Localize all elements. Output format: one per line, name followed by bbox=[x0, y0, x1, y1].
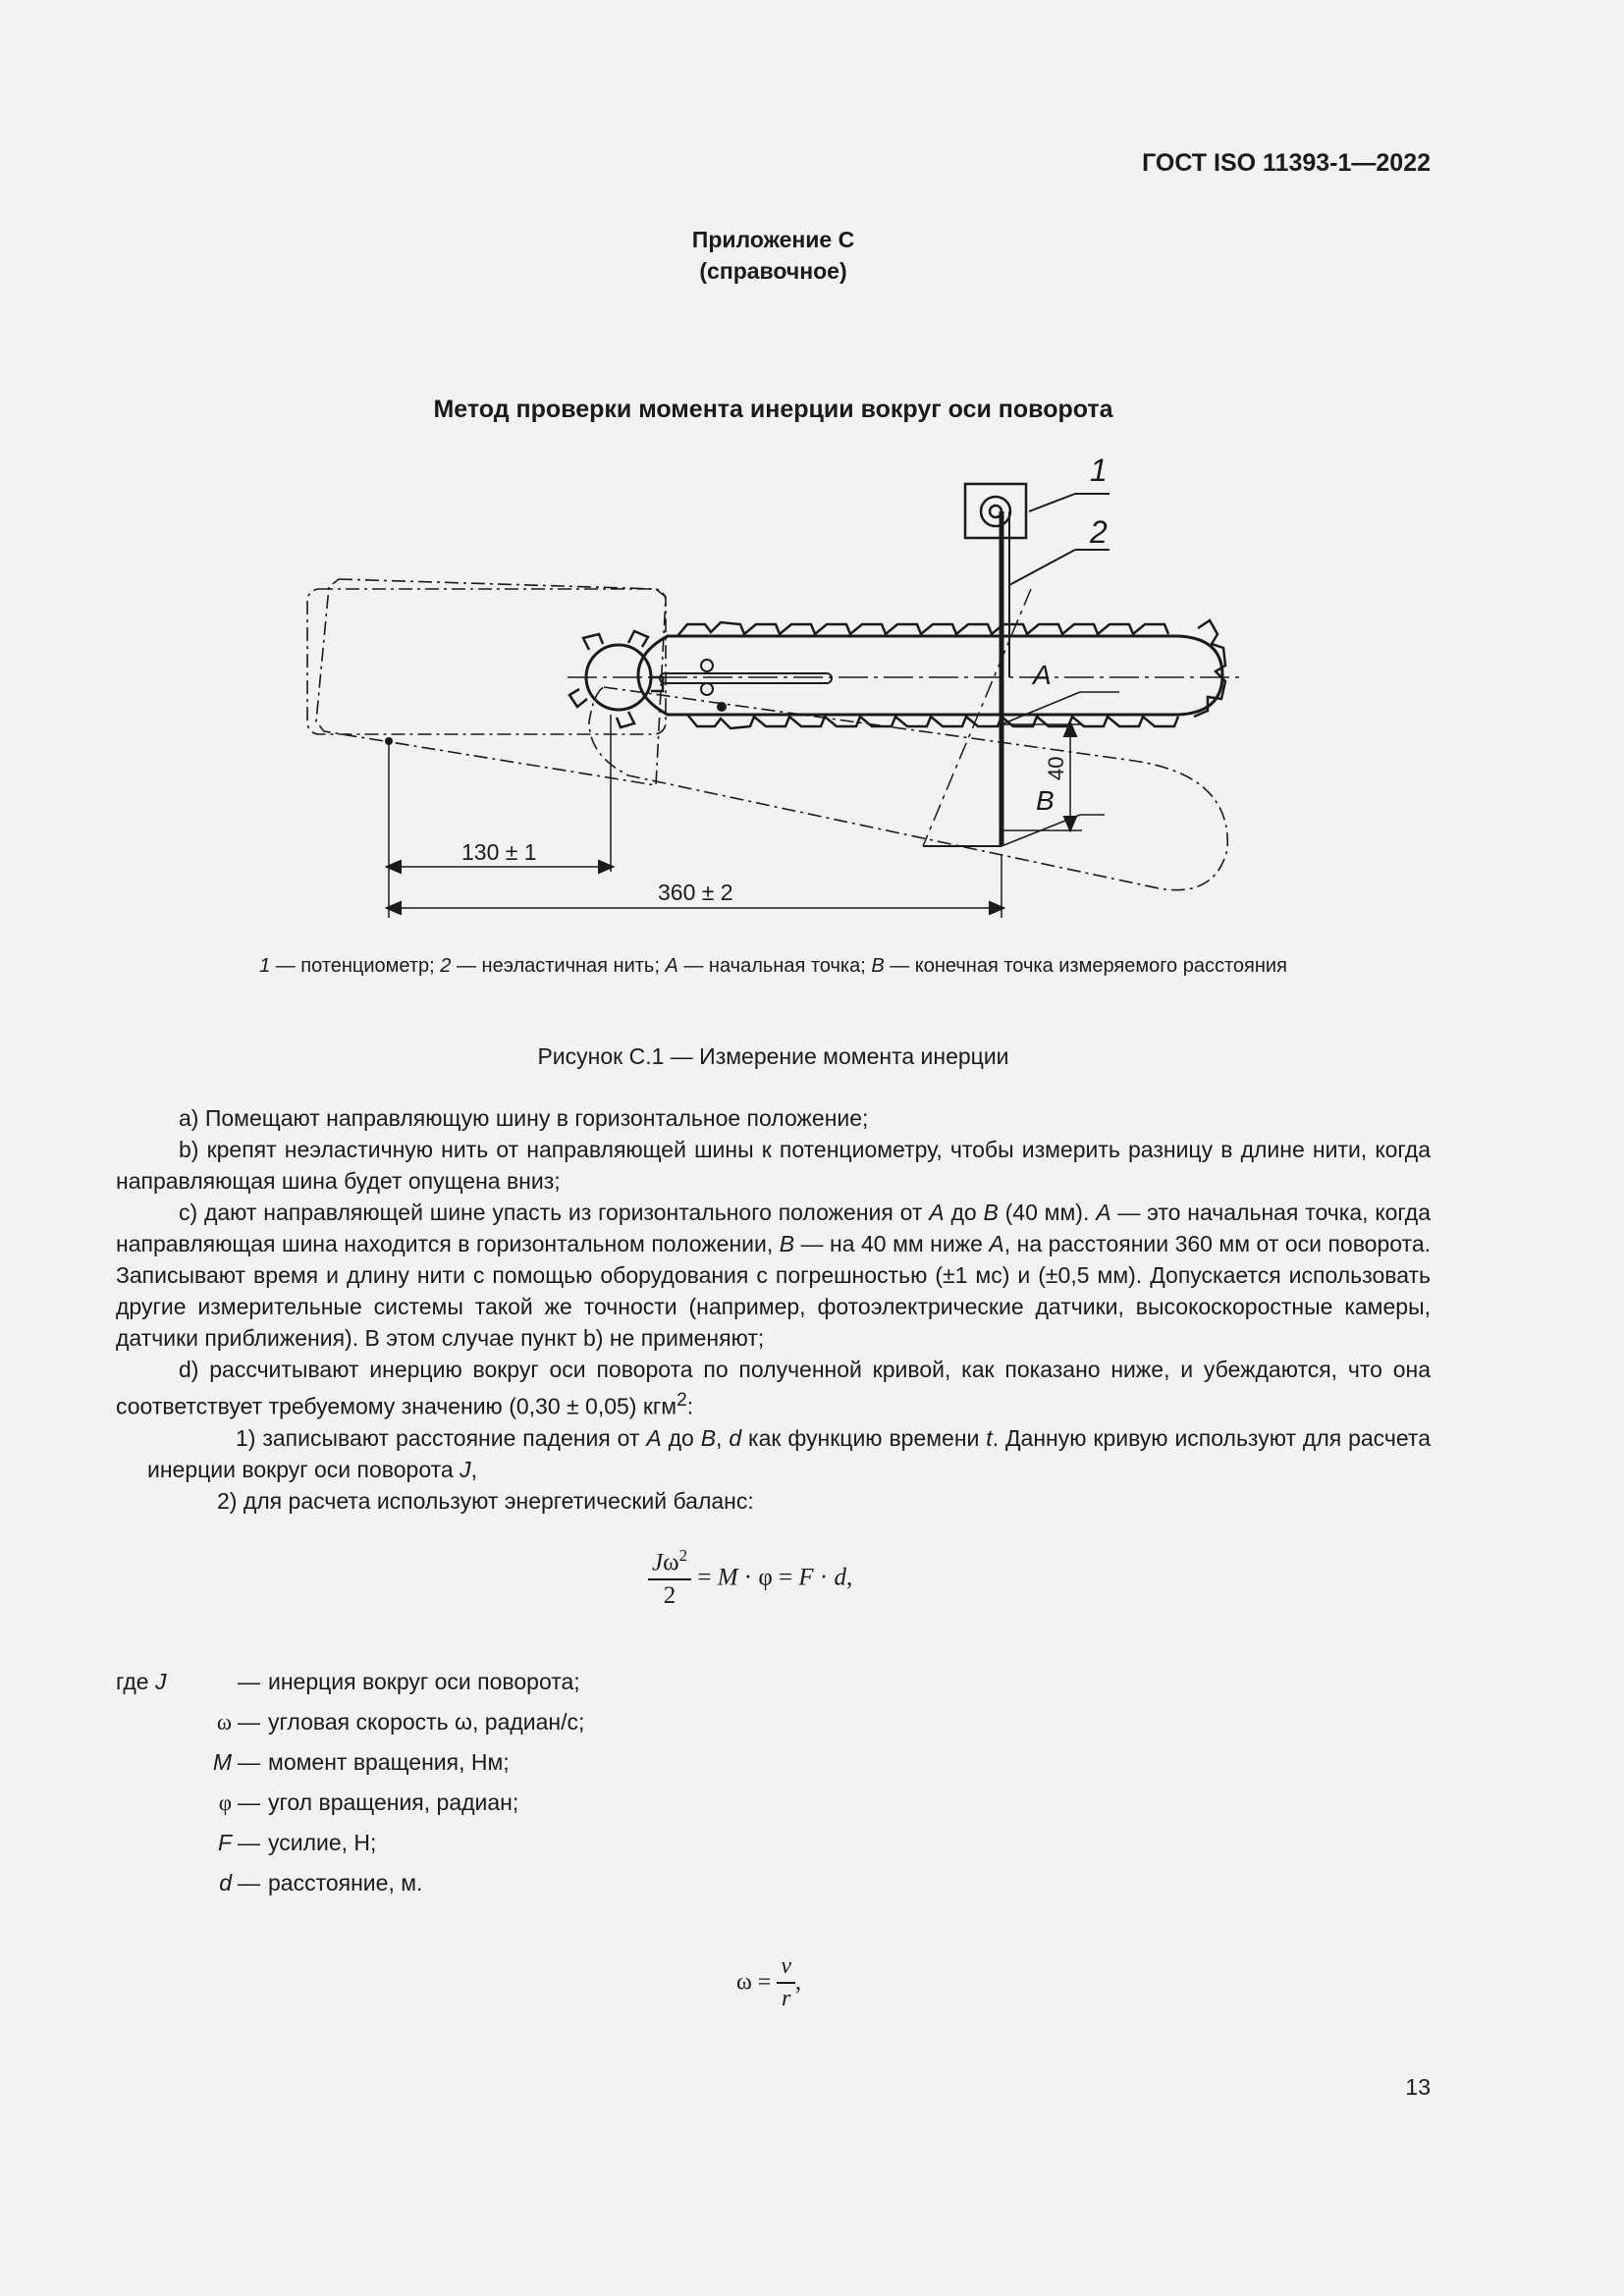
legend-key-1: 1 bbox=[259, 955, 271, 977]
subitem-1: 1) записывают расстояние падения от A до B, d как функцию времени t. Данную кривую используют для расчета инерции вокруг оси поворота J, bbox=[147, 1424, 1431, 1482]
definition-row: F — усилие, Н; bbox=[217, 1830, 377, 1855]
annex-title: Приложение С bbox=[691, 227, 855, 252]
definition-row: M — момент вращения, Нм; bbox=[212, 1749, 510, 1775]
angular-velocity-formula: ω = $\frac{v}{r}$ , bbox=[736, 1953, 801, 2011]
guide-bar bbox=[638, 636, 1222, 715]
energy-balance-formula: $\frac{J\omega^2}{2}$ = M · φ = F · d, bbox=[648, 1546, 852, 1610]
figure-diagram bbox=[290, 447, 1281, 933]
definition-row: ω — угловая скорость ω, радиан/с; bbox=[216, 1709, 585, 1735]
definition-row: d — расстояние, м. bbox=[219, 1870, 423, 1896]
body-text bbox=[116, 1102, 1431, 1517]
dimension-40: 40 bbox=[1044, 756, 1068, 780]
annex-subtitle: (справочное) bbox=[699, 258, 847, 284]
bar-slot bbox=[660, 673, 832, 683]
figure-caption: Рисунок С.1 — Измерение момента инерции bbox=[537, 1043, 1009, 1069]
chain-teeth-nose bbox=[1194, 620, 1225, 717]
standard-number: ГОСТ ISO 11393-1—2022 bbox=[1142, 149, 1431, 177]
chain-teeth-top bbox=[677, 622, 1168, 636]
bar-lowered-outline bbox=[589, 687, 1227, 890]
definition-row: φ — угол вращения, радиан; bbox=[218, 1789, 519, 1815]
chain-teeth-bottom bbox=[687, 715, 1178, 728]
item-a: a) Помещают направляющую шину в горизонтальное положение; bbox=[179, 1105, 869, 1131]
legend-key-2: 2 bbox=[440, 955, 452, 977]
subitem-2: 2) для расчета используют энергетический баланс: bbox=[217, 1487, 754, 1514]
item-c: c) дают направляющей шине упасть из горизонтального положения от A до B (40 мм). A — это начальная точка, когда направляющая шина находится в горизонтальном положении, B — на 40 мм ниже A, на расстоянии 360 мм от оси поворота. Записывают время и длину нити с помощью оборудования с погрешностью (±1 мс) и (±0,5 мм). Допускается использовать другие измерительные системы такой же точности (например, фотоэлектрические датчики, высокоскоростные камеры, датчики приближения). В этом случае пункт b) не применяют; bbox=[116, 1200, 1431, 1351]
callout-2: 2 bbox=[1090, 514, 1108, 550]
callout-1: 1 bbox=[1090, 453, 1108, 488]
point-b-label: B bbox=[1036, 785, 1055, 816]
page-number: 13 bbox=[1405, 2074, 1431, 2100]
housing-tilted bbox=[316, 579, 666, 785]
annex-heading bbox=[0, 224, 1546, 287]
definition-row: где J — инерция вокруг оси поворота; bbox=[116, 1669, 580, 1694]
figure-legend: 1 — потенциометр; 2 — неэластичная нить; A — начальная точка; B — конечная точка измеряемого расстояния bbox=[259, 955, 1287, 977]
legend-key-b: B bbox=[871, 955, 885, 977]
dimension-360: 360 ± 2 bbox=[658, 880, 733, 905]
dimension-130: 130 ± 1 bbox=[461, 839, 537, 865]
section-title: Метод проверки момента инерции вокруг оси поворота bbox=[433, 396, 1113, 423]
housing-horizontal bbox=[307, 589, 666, 734]
item-d: d) рассчитывают инерцию вокруг оси поворота по полученной кривой, как показано ниже, и убеждаются, что она соответствует требуемому значению (0,30 ± 0,05) кгм$^2$: bbox=[116, 1357, 1431, 1419]
potentiometer bbox=[965, 484, 1026, 538]
item-b: b) крепят неэластичную нить от направляющей шины к потенциометру, чтобы измерить разницу в длине нити, когда направляющая шина будет опущена вниз; bbox=[116, 1137, 1431, 1194]
legend-key-a: A bbox=[665, 955, 678, 977]
symbol-definitions bbox=[116, 1662, 584, 1903]
point-a-label: A bbox=[1033, 660, 1052, 690]
